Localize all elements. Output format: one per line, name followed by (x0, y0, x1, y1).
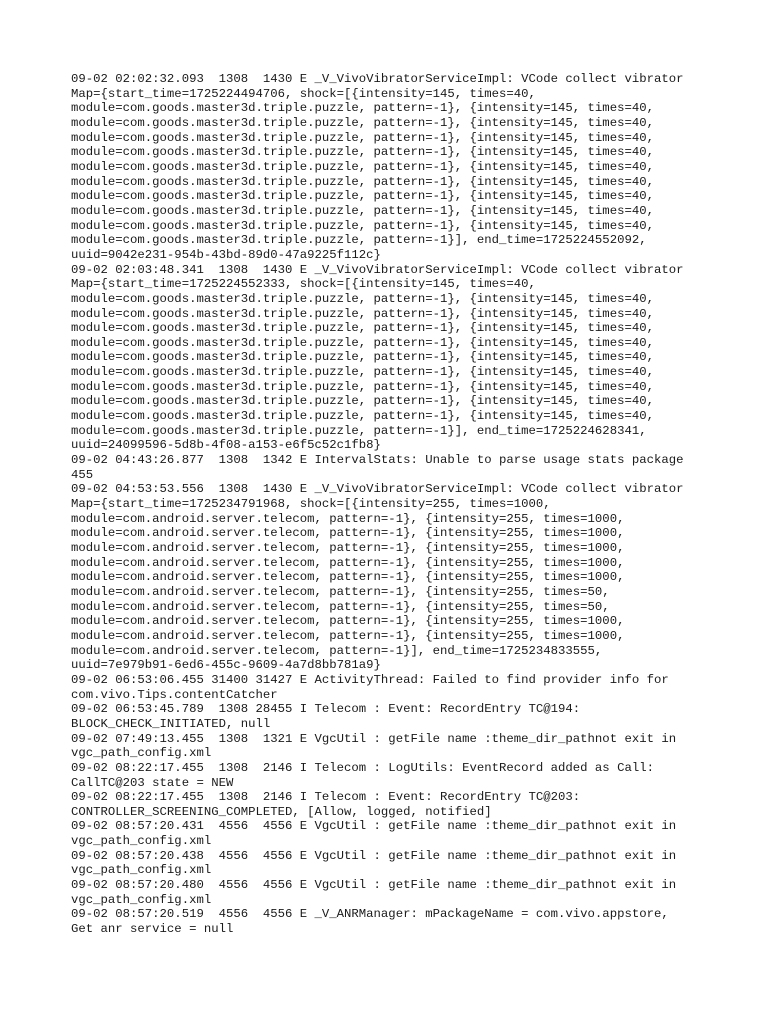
log-line: 09-02 06:53:45.789 1308 28455 I Telecom : Event: RecordEntry TC@194: (71, 702, 581, 717)
log-line: module=com.goods.master3d.triple.puzzle, pattern=-1}, {intensity=145, times=40, (71, 145, 654, 160)
log-line: uuid=9042e231-954b-43bd-89d0-47a9225f112c} (71, 247, 381, 262)
log-line: 09-02 08:22:17.455 1308 2146 I Telecom : Event: RecordEntry TC@203: (71, 790, 581, 805)
log-line: 09-02 08:57:20.438 4556 4556 E VgcUtil : getFile name :theme_dir_pathnot exit in (71, 848, 677, 863)
log-line: module=com.goods.master3d.triple.puzzle, pattern=-1}, {intensity=145, times=40, (71, 189, 654, 204)
log-line: module=com.android.server.telecom, pattern=-1}, {intensity=255, times=50, (71, 584, 610, 599)
log-line: module=com.android.server.telecom, pattern=-1}, {intensity=255, times=1000, (71, 526, 625, 541)
log-line: module=com.goods.master3d.triple.puzzle, pattern=-1}, {intensity=145, times=40, (71, 365, 654, 380)
log-line: vgc_path_config.xml (71, 863, 212, 878)
log-line: 09-02 08:57:20.480 4556 4556 E VgcUtil : getFile name :theme_dir_pathnot exit in (71, 878, 677, 893)
log-line: module=com.goods.master3d.triple.puzzle, pattern=-1}, {intensity=145, times=40, (71, 115, 654, 130)
log-line: module=com.android.server.telecom, pattern=-1}], end_time=1725234833555, (71, 643, 603, 658)
log-line: 09-02 06:53:06.455 31400 31427 E ActivityThread: Failed to find provider info for (71, 672, 669, 687)
log-line: module=com.android.server.telecom, pattern=-1}, {intensity=255, times=1000, (71, 614, 625, 629)
log-line: 09-02 02:03:48.341 1308 1430 E _V_VivoVibratorServiceImpl: VCode collect vibrator (71, 262, 684, 277)
log-line: module=com.goods.master3d.triple.puzzle, pattern=-1}, {intensity=145, times=40, (71, 306, 654, 321)
log-line: Map={start_time=1725224494706, shock=[{intensity=145, times=40, (71, 86, 536, 101)
log-line: module=com.goods.master3d.triple.puzzle, pattern=-1}, {intensity=145, times=40, (71, 394, 654, 409)
log-line: vgc_path_config.xml (71, 892, 212, 907)
log-line: module=com.android.server.telecom, pattern=-1}, {intensity=255, times=1000, (71, 541, 625, 555)
log-line: com.vivo.Tips.contentCatcher (71, 687, 278, 702)
log-line: module=com.android.server.telecom, pattern=-1}, {intensity=255, times=1000, (71, 511, 625, 526)
log-line: module=com.goods.master3d.triple.puzzle, pattern=-1}, {intensity=145, times=40, (71, 335, 654, 350)
log-document (71, 72, 731, 937)
log-line: Get anr service = null (71, 922, 234, 937)
log-line: module=com.goods.master3d.triple.puzzle, pattern=-1}], end_time=1725224628341, (71, 423, 647, 438)
log-line: 09-02 02:02:32.093 1308 1430 E _V_VivoVibratorServiceImpl: VCode collect vibrator (71, 72, 684, 86)
log-line: module=com.android.server.telecom, pattern=-1}, {intensity=255, times=1000, (71, 628, 625, 643)
log-line: module=com.android.server.telecom, pattern=-1}, {intensity=255, times=1000, (71, 555, 625, 570)
log-line: 09-02 04:53:53.556 1308 1430 E _V_VivoVibratorServiceImpl: VCode collect vibrator (71, 482, 684, 497)
log-line: BLOCK_CHECK_INITIATED, null (71, 716, 271, 731)
log-line: module=com.goods.master3d.triple.puzzle, pattern=-1}, {intensity=145, times=40, (71, 101, 654, 116)
log-line: module=com.goods.master3d.triple.puzzle, pattern=-1}, {intensity=145, times=40, (71, 174, 654, 189)
log-line: CONTROLLER_SCREENING_COMPLETED, [Allow, logged, notified] (71, 804, 492, 819)
log-line: CallTC@203 state = NEW (71, 775, 234, 790)
log-line: module=com.goods.master3d.triple.puzzle, pattern=-1}, {intensity=145, times=40, (71, 409, 654, 424)
log-line: module=com.goods.master3d.triple.puzzle, pattern=-1}, {intensity=145, times=40, (71, 291, 654, 306)
log-line: vgc_path_config.xml (71, 746, 212, 761)
log-line: Map={start_time=1725224552333, shock=[{intensity=145, times=40, (71, 277, 536, 292)
log-line: 09-02 08:57:20.431 4556 4556 E VgcUtil : getFile name :theme_dir_pathnot exit in (71, 819, 677, 834)
log-line: vgc_path_config.xml (71, 834, 212, 849)
log-line: module=com.goods.master3d.triple.puzzle, pattern=-1}, {intensity=145, times=40, (71, 130, 654, 145)
log-line: 09-02 08:22:17.455 1308 2146 I Telecom : LogUtils: EventRecord added as Call: (71, 760, 654, 775)
log-line: 455 (71, 467, 94, 482)
log-line: module=com.goods.master3d.triple.puzzle, pattern=-1}, {intensity=145, times=40, (71, 350, 654, 365)
log-line: module=com.goods.master3d.triple.puzzle, pattern=-1}, {intensity=145, times=40, (71, 159, 654, 174)
log-line: module=com.goods.master3d.triple.puzzle, pattern=-1}, {intensity=145, times=40, (71, 218, 654, 233)
log-line: module=com.android.server.telecom, pattern=-1}, {intensity=255, times=1000, (71, 570, 625, 585)
log-line: uuid=7e979b91-6ed6-455c-9609-4a7d8bb781a9} (71, 658, 381, 673)
log-line: 09-02 04:43:26.877 1308 1342 E IntervalStats: Unable to parse usage stats package (71, 453, 684, 468)
log-line: uuid=24099596-5d8b-4f08-a153-e6f5c52c1fb8} (71, 438, 381, 453)
log-line: module=com.goods.master3d.triple.puzzle, pattern=-1}, {intensity=145, times=40, (71, 321, 654, 336)
log-line: 09-02 07:49:13.455 1308 1321 E VgcUtil : getFile name :theme_dir_pathnot exit in (71, 731, 677, 746)
log-line: module=com.goods.master3d.triple.puzzle, pattern=-1}], end_time=1725224552092, (71, 233, 647, 248)
log-line: Map={start_time=1725234791968, shock=[{intensity=255, times=1000, (71, 497, 551, 512)
log-line: module=com.goods.master3d.triple.puzzle, pattern=-1}, {intensity=145, times=40, (71, 379, 654, 394)
log-line: module=com.android.server.telecom, pattern=-1}, {intensity=255, times=50, (71, 599, 610, 614)
log-line: module=com.goods.master3d.triple.puzzle, pattern=-1}, {intensity=145, times=40, (71, 203, 654, 218)
log-line: 09-02 08:57:20.519 4556 4556 E _V_ANRManager: mPackageName = com.vivo.appstore, (71, 907, 669, 922)
